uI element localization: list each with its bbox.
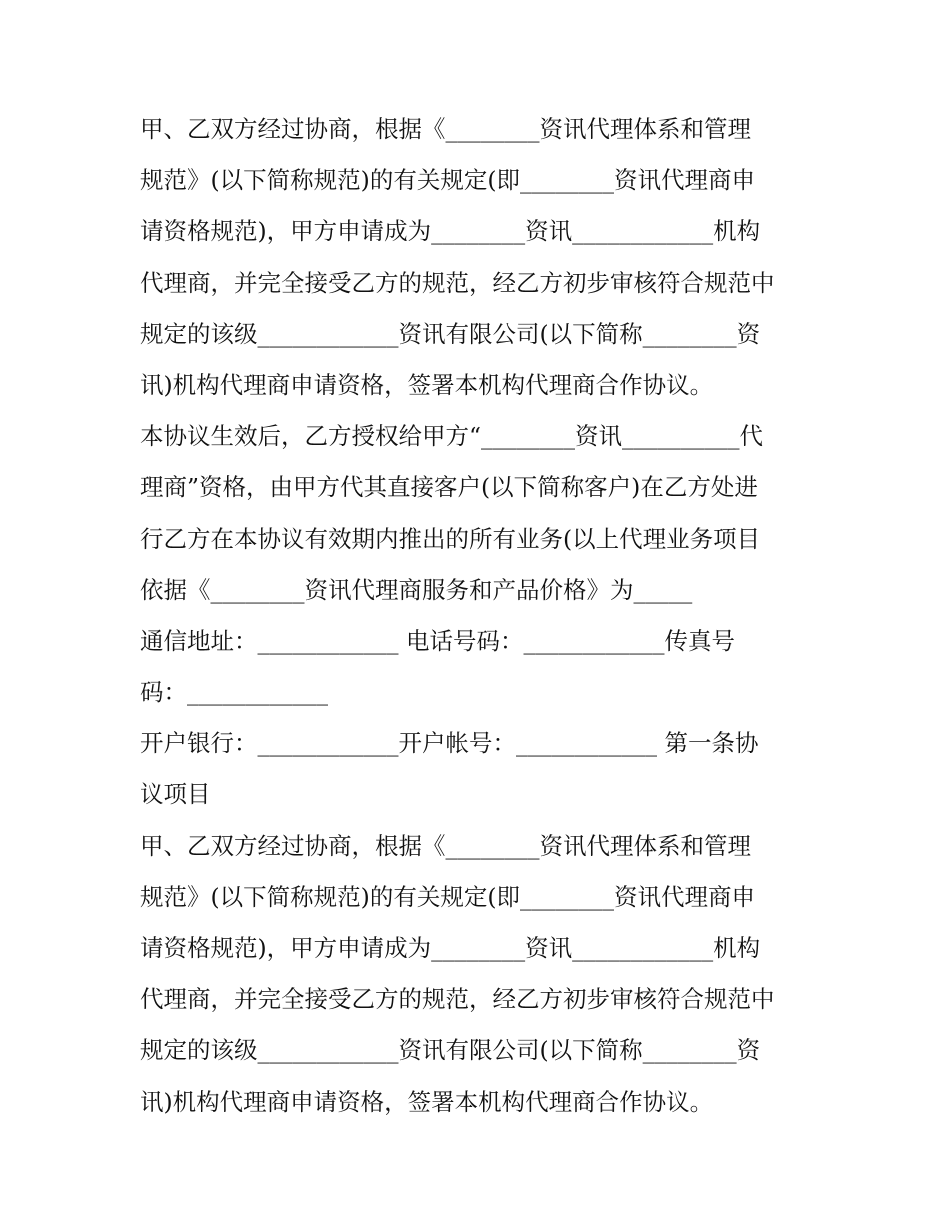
contact-fax-line: 码：____________	[140, 678, 328, 707]
paragraph-line: 请资格规范)，甲方申请成为________资讯____________机构	[140, 934, 761, 962]
section-heading-line: 议项目	[140, 780, 211, 809]
paragraph-line: 行乙方在本协议有效期内推出的所有业务(以上代理业务项目	[140, 524, 761, 553]
paragraph-line: 请资格规范)，甲方申请成为________资讯____________机构	[140, 217, 761, 246]
contact-address-phone-line: 通信地址：____________ 电话号码：____________传真号	[140, 626, 735, 655]
bank-account-line: 开户银行：____________开户帐号：____________ 第一条协	[140, 729, 759, 758]
document-body	[140, 104, 840, 1128]
paragraph-line: 甲、乙双方经过协商，根据《________资讯代理体系和管理	[140, 115, 751, 143]
paragraph-line: 依据《________资讯代理商服务和产品价格》为_____	[140, 575, 693, 604]
paragraph-line: 规范》(以下简称规范)的有关规定(即________资讯代理商申	[140, 166, 756, 195]
paragraph-line: 代理商，并完全接受乙方的规范，经乙方初步审核符合规范中	[140, 985, 775, 1014]
paragraph-line: 本协议生效后，乙方授权给甲方“________资讯__________代	[140, 422, 764, 451]
paragraph-line: 讯)机构代理商申请资格，签署本机构代理商合作协议。	[140, 1087, 714, 1116]
paragraph-line: 代理商，并完全接受乙方的规范，经乙方初步审核符合规范中	[140, 268, 775, 297]
paragraph-line: 理商”资格，由甲方代其直接客户(以下简称客户)在乙方处进	[140, 473, 758, 502]
paragraph-line: 甲、乙双方经过协商，根据《________资讯代理体系和管理	[140, 831, 751, 860]
paragraph-line: 规定的该级____________资讯有限公司(以下简称________资	[140, 1036, 761, 1065]
paragraph-line: 规范》(以下简称规范)的有关规定(即________资讯代理商申	[140, 882, 756, 911]
paragraph-line: 规定的该级____________资讯有限公司(以下简称________资	[140, 319, 761, 348]
paragraph-line: 讯)机构代理商申请资格，签署本机构代理商合作协议。	[140, 370, 714, 399]
